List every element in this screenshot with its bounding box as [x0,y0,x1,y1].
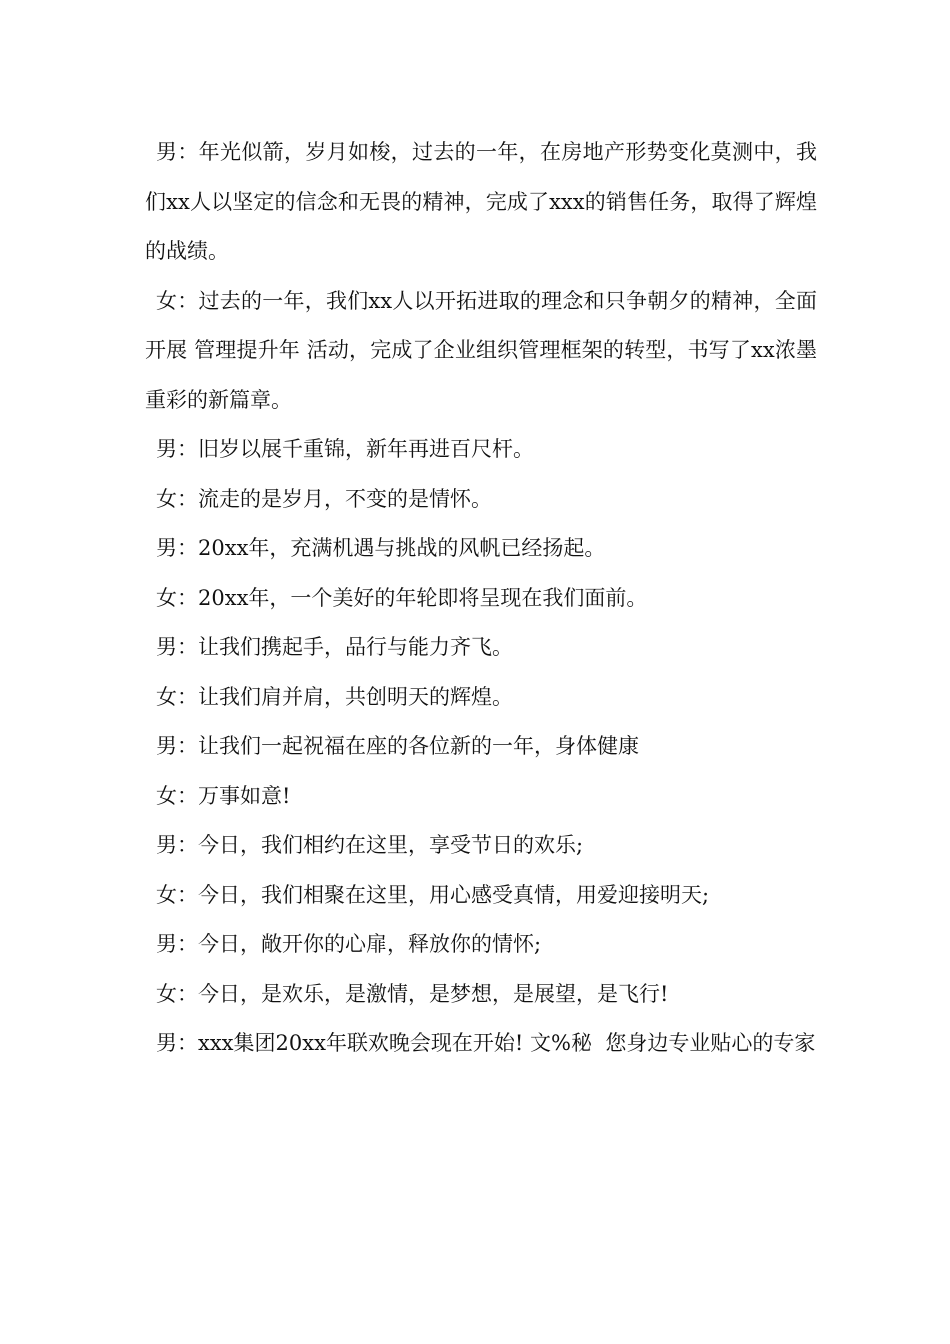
paragraph-7: 男：让我们携起手，品行与能力齐飞。 [156,635,513,659]
paragraph-5: 男：20xx年，充满机遇与挑战的风帆已经扬起。 [156,536,606,560]
paragraph-1: 男：年光似箭，岁月如梭，过去的一年，在房地产形势变化莫测中，我们xx人以坚定的信念和无畏的精神，完成了xxx的销售任务，取得了辉煌的战绩。 [145,140,817,263]
paragraph-14: 女：今日，是欢乐，是激情，是梦想，是展望，是飞行! [156,981,669,1006]
paragraph-15: 男：xxx集团20xx年联欢晚会现在开始! 文%秘 您身边专业贴心的专家 [156,1031,816,1055]
paragraph-10: 女：万事如意! [156,783,291,808]
paragraph-9: 男：让我们一起祝福在座的各位新的一年，身体健康 [156,734,639,758]
paragraph-12: 女：今日，我们相聚在这里，用心感受真情，用爱迎接明天; [156,882,710,907]
script-body [145,128,817,1069]
paragraph-11: 男：今日，我们相约在这里，享受节日的欢乐; [156,833,584,857]
paragraph-2: 女：过去的一年，我们xx人以开拓进取的理念和只争朝夕的精神，全面开展 管理提升年 活动，完成了企业组织管理框架的转型，书写了xx浓墨重彩的新篇章。 [145,288,817,412]
paragraph-6: 女：20xx年，一个美好的年轮即将呈现在我们面前。 [156,585,648,610]
paragraph-4: 女：流走的是岁月，不变的是情怀。 [156,486,492,511]
paragraph-3: 男：旧岁以展千重锦，新年再进百尺杆。 [156,437,534,461]
paragraph-8: 女：让我们肩并肩，共创明天的辉煌。 [156,684,513,709]
paragraph-13: 男：今日，敞开你的心扉，释放你的情怀; [156,932,542,956]
